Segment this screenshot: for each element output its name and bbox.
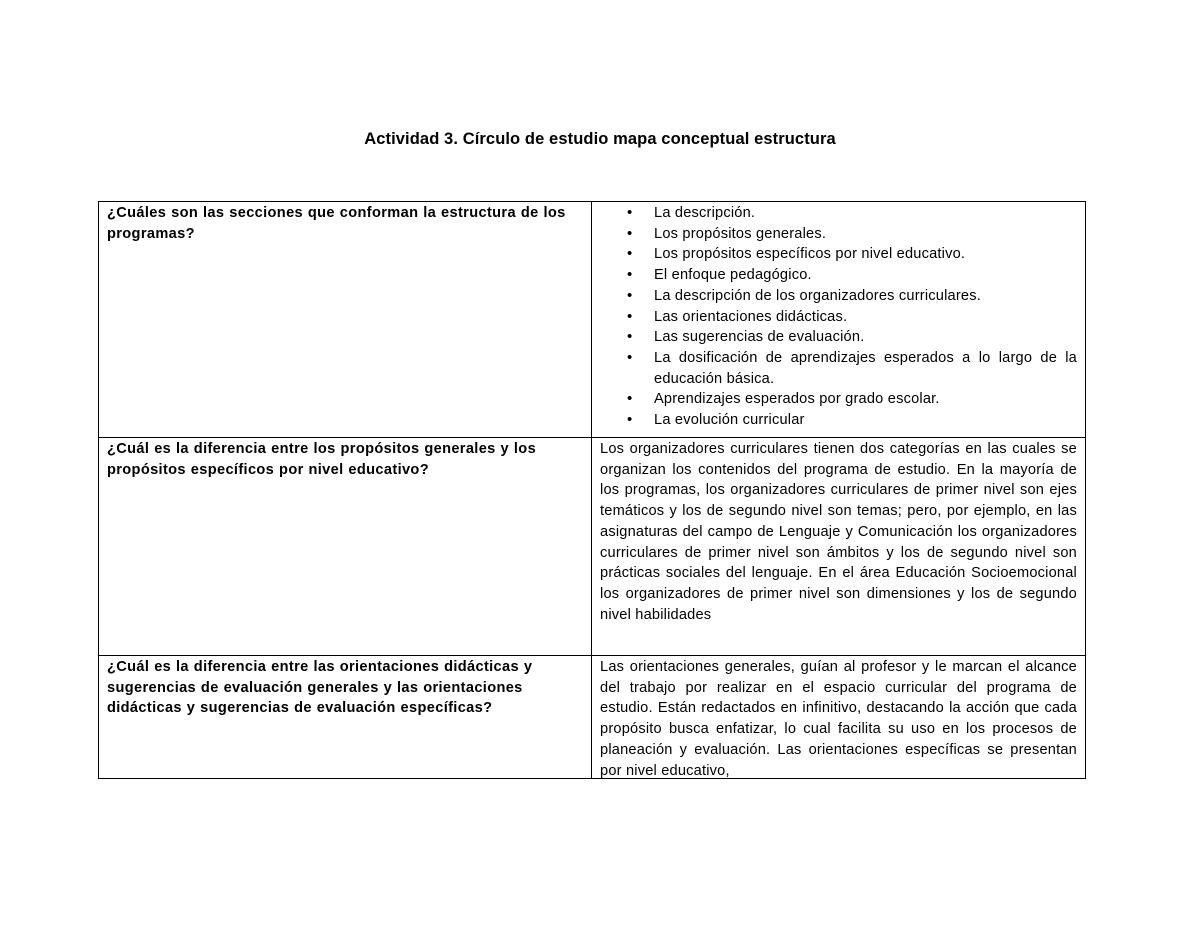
question-text: ¿Cuál es la diferencia entre las orientaciones didácticas y sugerencias de evaluación generales y las orientaciones didácticas y sugerencias de evaluación específicas? (107, 659, 533, 717)
table-row (99, 438, 1086, 656)
qa-table (98, 201, 1086, 779)
question-text: ¿Cuáles son las secciones que conforman la estructura de los programas? (107, 205, 566, 242)
answer-cell (592, 656, 1086, 779)
question-cell (99, 656, 592, 779)
question-cell (99, 202, 592, 438)
answer-cell (592, 202, 1086, 438)
question-cell (99, 438, 592, 656)
list-item: • La descripción. (654, 203, 1077, 224)
answer-text: Las orientaciones generales, guían al profesor y le marcan el alcance del trabajo por realizar en el espacio curricular del programa de estudio. Están redactados en infinitivo, destacando la acción que cada propósito busca enfatizar, lo cual facilita su uso en los procesos de planeación y evaluación. Las orientaciones específicas se presentan por nivel educativo, (600, 659, 1077, 778)
list-item: • La evolución curricular (654, 410, 1077, 431)
question-text: ¿Cuál es la diferencia entre los propósitos generales y los propósitos específicos por nivel educativo? (107, 441, 537, 478)
sections-list (600, 203, 1077, 431)
list-item: • El enfoque pedagógico. (654, 265, 1077, 286)
answer-text: Los organizadores curriculares tienen dos categorías en las cuales se organizan los contenidos del programa de estudio. En la mayoría de los programas, los organizadores curriculares de primer nivel son ejes temáticos y los de segundo nivel son temas; pero, por ejemplo, en las asignaturas del campo de Lenguaje y Comunicación los organizadores curriculares de primer nivel son ámbitos y los de segundo nivel son prácticas sociales del lenguaje. En el área Educación Socioemocional los organizadores de primer nivel son dimensiones y los de segundo nivel habilidades (600, 441, 1077, 623)
list-item: • La descripción de los organizadores curriculares. (654, 286, 1077, 307)
list-item: • Las orientaciones didácticas. (654, 307, 1077, 328)
table-row (99, 202, 1086, 438)
list-item: • Los propósitos específicos por nivel educativo. (654, 244, 1077, 265)
list-item: • Los propósitos generales. (654, 224, 1077, 245)
answer-cell (592, 438, 1086, 656)
list-item: • La dosificación de aprendizajes esperados a lo largo de la educación básica. (654, 348, 1077, 389)
list-item: • Aprendizajes esperados por grado escolar. (654, 389, 1077, 410)
table-row (99, 656, 1086, 779)
page-title: Actividad 3. Círculo de estudio mapa conceptual estructura (364, 130, 836, 148)
list-item: • Las sugerencias de evaluación. (654, 327, 1077, 348)
